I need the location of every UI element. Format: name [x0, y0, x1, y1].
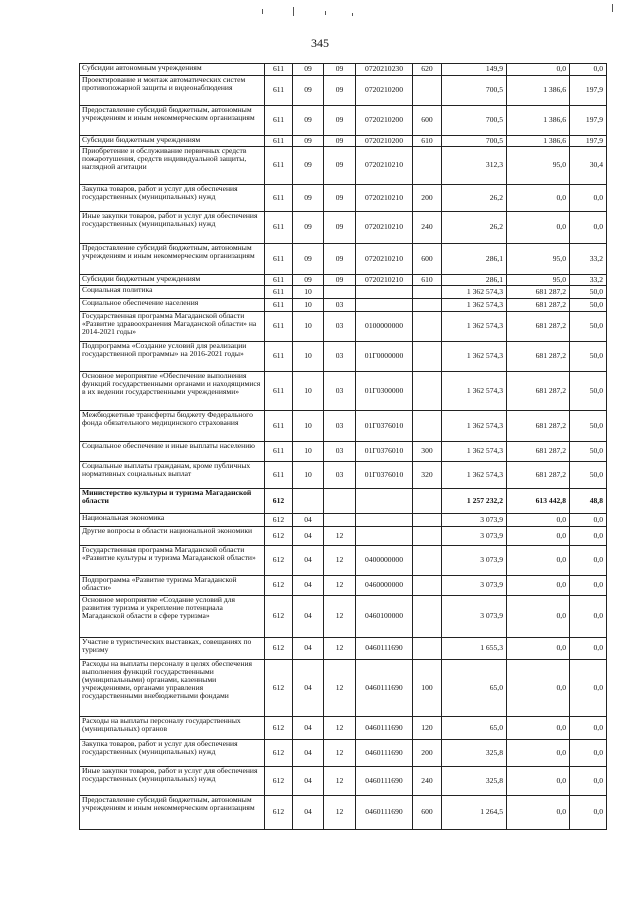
execution-percent-cell: 0,0 — [570, 717, 607, 740]
subsection-code-cell: 09 — [324, 76, 356, 106]
amount-planned-cell: 3 073,9 — [442, 546, 507, 576]
table-row — [80, 212, 607, 244]
subsection-code-cell: 12 — [324, 638, 356, 660]
subsection-code-cell: 12 — [324, 546, 356, 576]
expense-type-cell — [413, 286, 442, 299]
scan-mark — [293, 7, 294, 16]
amount-planned-cell: 1 362 574,3 — [442, 286, 507, 299]
expense-type-cell: 600 — [413, 106, 442, 136]
expense-type-cell — [413, 527, 442, 546]
section-code-cell: 04 — [293, 527, 324, 546]
expense-type-cell — [413, 596, 442, 638]
execution-percent-cell: 33,2 — [570, 275, 607, 286]
amount-executed-cell: 0,0 — [507, 767, 570, 796]
amount-executed-cell: 95,0 — [507, 244, 570, 275]
amount-planned-cell: 65,0 — [442, 660, 507, 717]
expense-type-cell — [413, 372, 442, 411]
scan-mark — [325, 11, 326, 15]
table-row — [80, 514, 607, 527]
table-row — [80, 462, 607, 489]
execution-percent-cell: 30,4 — [570, 147, 607, 185]
amount-executed-cell: 0,0 — [507, 64, 570, 76]
amount-planned-cell: 312,3 — [442, 147, 507, 185]
section-code-cell: 09 — [293, 212, 324, 244]
section-code-cell: 04 — [293, 660, 324, 717]
subsection-code-cell: 09 — [324, 212, 356, 244]
target-article-cell: 01Г0376010 — [356, 462, 413, 489]
execution-percent-cell: 0,0 — [570, 796, 607, 830]
amount-planned-cell: 149,9 — [442, 64, 507, 76]
target-article-cell: 0460111690 — [356, 740, 413, 767]
expense-type-cell — [413, 411, 442, 442]
subsection-code-cell: 03 — [324, 442, 356, 462]
target-article-cell — [356, 527, 413, 546]
table-row — [80, 244, 607, 275]
expense-type-cell: 120 — [413, 717, 442, 740]
amount-executed-cell: 0,0 — [507, 212, 570, 244]
target-article-cell: 0460111690 — [356, 660, 413, 717]
amount-executed-cell: 1 386,6 — [507, 76, 570, 106]
subsection-code-cell: 03 — [324, 312, 356, 342]
amount-planned-cell: 1 362 574,3 — [442, 312, 507, 342]
amount-executed-cell: 681 287,2 — [507, 462, 570, 489]
target-article-cell — [356, 514, 413, 527]
section-code-cell: 10 — [293, 299, 324, 312]
ministry-code-cell: 611 — [265, 286, 293, 299]
table-row — [80, 147, 607, 185]
scan-mark — [352, 13, 353, 16]
section-code-cell: 04 — [293, 767, 324, 796]
expense-type-cell — [413, 76, 442, 106]
section-code-cell: 04 — [293, 796, 324, 830]
expense-type-cell — [413, 489, 442, 514]
ministry-code-cell: 612 — [265, 489, 293, 514]
expense-name-cell: Предоставление субсидий бюджетным, автономным учреждениям и иным некоммерческим организациям — [80, 106, 265, 136]
table-row — [80, 767, 607, 796]
section-code-cell: 09 — [293, 275, 324, 286]
ministry-code-cell: 612 — [265, 546, 293, 576]
execution-percent-cell: 50,0 — [570, 286, 607, 299]
ministry-code-cell: 611 — [265, 299, 293, 312]
amount-executed-cell: 0,0 — [507, 638, 570, 660]
amount-executed-cell: 0,0 — [507, 740, 570, 767]
amount-planned-cell: 65,0 — [442, 717, 507, 740]
expense-name-cell: Социальные выплаты гражданам, кроме публичных нормативных социальных выплат — [80, 462, 265, 489]
subsection-code-cell: 09 — [324, 244, 356, 275]
target-article-cell: 01Г0376010 — [356, 411, 413, 442]
target-article-cell: 0720210200 — [356, 136, 413, 147]
ministry-code-cell: 612 — [265, 576, 293, 596]
amount-executed-cell: 681 287,2 — [507, 286, 570, 299]
section-code-cell: 09 — [293, 136, 324, 147]
ministry-code-cell: 612 — [265, 767, 293, 796]
ministry-code-cell: 611 — [265, 136, 293, 147]
target-article-cell: 0460100000 — [356, 596, 413, 638]
target-article-cell: 0720210210 — [356, 147, 413, 185]
amount-executed-cell: 0,0 — [507, 514, 570, 527]
section-code-cell: 09 — [293, 64, 324, 76]
section-code-cell: 04 — [293, 596, 324, 638]
amount-executed-cell: 0,0 — [507, 576, 570, 596]
table-row — [80, 275, 607, 286]
execution-percent-cell: 50,0 — [570, 312, 607, 342]
expense-name-cell: Иные закупки товаров, работ и услуг для обеспечения государственных (муниципальных) нужд — [80, 767, 265, 796]
expense-name-cell: Основное мероприятие «Обеспечение выполнения функций государственными органами и находящимися в их ведении государственными учреждениями» — [80, 372, 265, 411]
subsection-code-cell: 12 — [324, 596, 356, 638]
amount-planned-cell: 1 362 574,3 — [442, 411, 507, 442]
target-article-cell: 0720210210 — [356, 244, 413, 275]
target-article-cell: 01Г0300000 — [356, 372, 413, 411]
section-code-cell: 04 — [293, 546, 324, 576]
amount-executed-cell: 681 287,2 — [507, 442, 570, 462]
ministry-code-cell: 612 — [265, 527, 293, 546]
amount-executed-cell: 681 287,2 — [507, 372, 570, 411]
expense-name-cell: Закупка товаров, работ и услуг для обеспечения государственных (муниципальных) нужд — [80, 185, 265, 212]
expense-name-cell: Министерство культуры и туризма Магаданской области — [80, 489, 265, 514]
execution-percent-cell: 0,0 — [570, 596, 607, 638]
amount-planned-cell: 1 257 232,2 — [442, 489, 507, 514]
amount-planned-cell: 1 362 574,3 — [442, 372, 507, 411]
section-code-cell — [293, 489, 324, 514]
expense-name-cell: Подпрограмма «Создание условий для реализации государственной программы» на 2016-2021 годы» — [80, 342, 265, 372]
expense-type-cell — [413, 514, 442, 527]
ministry-code-cell: 611 — [265, 372, 293, 411]
subsection-code-cell: 03 — [324, 372, 356, 411]
ministry-code-cell: 612 — [265, 638, 293, 660]
target-article-cell: 0720210200 — [356, 76, 413, 106]
subsection-code-cell: 09 — [324, 64, 356, 76]
ministry-code-cell: 612 — [265, 717, 293, 740]
ministry-code-cell: 611 — [265, 244, 293, 275]
expense-type-cell: 200 — [413, 740, 442, 767]
subsection-code-cell: 12 — [324, 767, 356, 796]
execution-percent-cell: 0,0 — [570, 64, 607, 76]
amount-planned-cell: 1 362 574,3 — [442, 342, 507, 372]
expense-name-cell: Подпрограмма «Развитие туризма Магаданской области» — [80, 576, 265, 596]
ministry-code-cell: 611 — [265, 312, 293, 342]
subsection-code-cell: 09 — [324, 275, 356, 286]
table-row — [80, 596, 607, 638]
execution-percent-cell: 197,9 — [570, 136, 607, 147]
subsection-code-cell: 03 — [324, 411, 356, 442]
execution-percent-cell: 0,0 — [570, 185, 607, 212]
ministry-code-cell: 611 — [265, 106, 293, 136]
execution-percent-cell: 50,0 — [570, 372, 607, 411]
table-row — [80, 299, 607, 312]
subsection-code-cell: 12 — [324, 527, 356, 546]
execution-percent-cell: 50,0 — [570, 299, 607, 312]
target-article-cell — [356, 299, 413, 312]
expense-name-cell: Субсидии бюджетным учреждениям — [80, 136, 265, 147]
table-row — [80, 442, 607, 462]
section-code-cell: 09 — [293, 106, 324, 136]
subsection-code-cell: 12 — [324, 717, 356, 740]
subsection-code-cell: 03 — [324, 342, 356, 372]
subsection-code-cell — [324, 489, 356, 514]
amount-executed-cell: 681 287,2 — [507, 411, 570, 442]
subsection-code-cell: 03 — [324, 462, 356, 489]
expense-name-cell: Проектирование и монтаж автоматических систем противопожарной защиты и видеонаблюдения — [80, 76, 265, 106]
subsection-code-cell: 03 — [324, 299, 356, 312]
amount-planned-cell: 286,1 — [442, 275, 507, 286]
ministry-code-cell: 611 — [265, 185, 293, 212]
section-code-cell: 09 — [293, 147, 324, 185]
target-article-cell — [356, 489, 413, 514]
expense-type-cell — [413, 299, 442, 312]
expense-name-cell: Межбюджетные трансферты бюджету Федерального фонда обязательного медицинского страхования — [80, 411, 265, 442]
amount-executed-cell: 0,0 — [507, 546, 570, 576]
table-row — [80, 740, 607, 767]
amount-planned-cell: 325,8 — [442, 767, 507, 796]
section-code-cell: 10 — [293, 442, 324, 462]
expense-type-cell: 610 — [413, 136, 442, 147]
execution-percent-cell: 0,0 — [570, 212, 607, 244]
ministry-code-cell: 611 — [265, 64, 293, 76]
table-row — [80, 489, 607, 514]
expense-name-cell: Предоставление субсидий бюджетным, автономным учреждениям и иным некоммерческим организациям — [80, 244, 265, 275]
subsection-code-cell: 09 — [324, 136, 356, 147]
amount-planned-cell: 325,8 — [442, 740, 507, 767]
amount-planned-cell: 700,5 — [442, 76, 507, 106]
section-code-cell: 09 — [293, 244, 324, 275]
expense-type-cell: 320 — [413, 462, 442, 489]
table-row — [80, 372, 607, 411]
execution-percent-cell: 50,0 — [570, 462, 607, 489]
expense-type-cell: 600 — [413, 796, 442, 830]
section-code-cell: 10 — [293, 462, 324, 489]
target-article-cell — [356, 286, 413, 299]
subsection-code-cell: 12 — [324, 796, 356, 830]
table-row — [80, 527, 607, 546]
amount-executed-cell: 95,0 — [507, 147, 570, 185]
section-code-cell: 10 — [293, 411, 324, 442]
subsection-code-cell: 09 — [324, 147, 356, 185]
ministry-code-cell: 612 — [265, 740, 293, 767]
amount-planned-cell: 1 362 574,3 — [442, 462, 507, 489]
execution-percent-cell: 0,0 — [570, 660, 607, 717]
execution-percent-cell: 0,0 — [570, 740, 607, 767]
target-article-cell: 0100000000 — [356, 312, 413, 342]
execution-percent-cell: 0,0 — [570, 638, 607, 660]
table-row — [80, 64, 607, 76]
section-code-cell: 09 — [293, 185, 324, 212]
amount-planned-cell: 1 362 574,3 — [442, 442, 507, 462]
section-code-cell: 10 — [293, 312, 324, 342]
expense-name-cell: Иные закупки товаров, работ и услуг для обеспечения государственных (муниципальных) нужд — [80, 212, 265, 244]
expense-type-cell: 300 — [413, 442, 442, 462]
subsection-code-cell: 12 — [324, 576, 356, 596]
ministry-code-cell: 611 — [265, 342, 293, 372]
section-code-cell: 04 — [293, 638, 324, 660]
expense-name-cell: Государственная программа Магаданской области «Развитие здравоохранения Магаданской области» на 2014-2021 годы» — [80, 312, 265, 342]
subsection-code-cell: 09 — [324, 106, 356, 136]
expense-type-cell — [413, 576, 442, 596]
amount-planned-cell: 26,2 — [442, 212, 507, 244]
execution-percent-cell: 50,0 — [570, 442, 607, 462]
section-code-cell: 04 — [293, 717, 324, 740]
table-row — [80, 136, 607, 147]
amount-planned-cell: 3 073,9 — [442, 596, 507, 638]
expense-type-cell: 240 — [413, 767, 442, 796]
execution-percent-cell: 0,0 — [570, 546, 607, 576]
amount-planned-cell: 286,1 — [442, 244, 507, 275]
table-row — [80, 106, 607, 136]
subsection-code-cell: 09 — [324, 185, 356, 212]
ministry-code-cell: 611 — [265, 411, 293, 442]
amount-executed-cell: 95,0 — [507, 275, 570, 286]
expense-type-cell: 620 — [413, 64, 442, 76]
subsection-code-cell: 12 — [324, 740, 356, 767]
expense-type-cell: 200 — [413, 185, 442, 212]
amount-executed-cell: 681 287,2 — [507, 312, 570, 342]
ministry-code-cell: 611 — [265, 212, 293, 244]
amount-executed-cell: 1 386,6 — [507, 106, 570, 136]
execution-percent-cell: 33,2 — [570, 244, 607, 275]
table-row — [80, 796, 607, 830]
budget-table — [79, 63, 607, 830]
ministry-code-cell: 611 — [265, 76, 293, 106]
expense-type-cell — [413, 638, 442, 660]
expense-name-cell: Субсидии автономным учреждениям — [80, 64, 265, 76]
target-article-cell: 0460111690 — [356, 796, 413, 830]
execution-percent-cell: 197,9 — [570, 76, 607, 106]
table-row — [80, 660, 607, 717]
table-row — [80, 76, 607, 106]
target-article-cell: 0720210210 — [356, 185, 413, 212]
execution-percent-cell: 197,9 — [570, 106, 607, 136]
expense-name-cell: Социальное обеспечение населения — [80, 299, 265, 312]
amount-executed-cell: 0,0 — [507, 717, 570, 740]
amount-planned-cell: 700,5 — [442, 136, 507, 147]
target-article-cell: 01Г0376010 — [356, 442, 413, 462]
expense-name-cell: Основное мероприятие «Создание условий для развития туризма и укрепление потенциала Магаданской области в сфере туризма» — [80, 596, 265, 638]
expense-name-cell: Расходы на выплаты персоналу государственных (муниципальных) органов — [80, 717, 265, 740]
table-row — [80, 638, 607, 660]
expense-name-cell: Субсидии бюджетным учреждениям — [80, 275, 265, 286]
expense-name-cell: Приобретение и обслуживание первичных средств пожаротушения, средств индивидуальной защиты, наглядной агитации — [80, 147, 265, 185]
ministry-code-cell: 612 — [265, 796, 293, 830]
amount-planned-cell: 26,2 — [442, 185, 507, 212]
execution-percent-cell: 0,0 — [570, 767, 607, 796]
expense-type-cell: 240 — [413, 212, 442, 244]
expense-name-cell: Предоставление субсидий бюджетным, автономным учреждениям и иным некоммерческим организациям — [80, 796, 265, 830]
expense-name-cell: Закупка товаров, работ и услуг для обеспечения государственных (муниципальных) нужд — [80, 740, 265, 767]
amount-executed-cell: 0,0 — [507, 596, 570, 638]
target-article-cell: 0400000000 — [356, 546, 413, 576]
section-code-cell: 04 — [293, 576, 324, 596]
scan-mark — [612, 4, 613, 12]
amount-executed-cell: 613 442,8 — [507, 489, 570, 514]
amount-planned-cell: 3 073,9 — [442, 527, 507, 546]
expense-type-cell — [413, 147, 442, 185]
expense-type-cell — [413, 342, 442, 372]
execution-percent-cell: 50,0 — [570, 342, 607, 372]
scan-mark — [262, 9, 263, 14]
amount-executed-cell: 681 287,2 — [507, 299, 570, 312]
amount-executed-cell: 0,0 — [507, 660, 570, 717]
target-article-cell: 01Г0000000 — [356, 342, 413, 372]
execution-percent-cell: 0,0 — [570, 527, 607, 546]
table-row — [80, 312, 607, 342]
execution-percent-cell: 0,0 — [570, 514, 607, 527]
table-row — [80, 546, 607, 576]
subsection-code-cell — [324, 514, 356, 527]
expense-name-cell: Социальная политика — [80, 286, 265, 299]
section-code-cell: 04 — [293, 514, 324, 527]
amount-planned-cell: 1 655,3 — [442, 638, 507, 660]
amount-planned-cell: 3 073,9 — [442, 514, 507, 527]
table-row — [80, 717, 607, 740]
target-article-cell: 0460111690 — [356, 767, 413, 796]
expense-name-cell: Национальная экономика — [80, 514, 265, 527]
expense-type-cell — [413, 546, 442, 576]
ministry-code-cell: 611 — [265, 147, 293, 185]
execution-percent-cell: 0,0 — [570, 576, 607, 596]
expense-name-cell: Участие в туристических выставках, совещаниях по туризму — [80, 638, 265, 660]
amount-executed-cell: 0,0 — [507, 527, 570, 546]
ministry-code-cell: 612 — [265, 514, 293, 527]
amount-planned-cell: 3 073,9 — [442, 576, 507, 596]
amount-executed-cell: 681 287,2 — [507, 342, 570, 372]
target-article-cell: 0460111690 — [356, 717, 413, 740]
amount-planned-cell: 1 264,5 — [442, 796, 507, 830]
subsection-code-cell: 12 — [324, 660, 356, 717]
expense-type-cell: 600 — [413, 244, 442, 275]
page-number: 345 — [311, 36, 329, 50]
ministry-code-cell: 611 — [265, 275, 293, 286]
section-code-cell: 10 — [293, 342, 324, 372]
section-code-cell: 10 — [293, 286, 324, 299]
target-article-cell: 0720210230 — [356, 64, 413, 76]
section-code-cell: 09 — [293, 76, 324, 106]
amount-executed-cell: 0,0 — [507, 796, 570, 830]
ministry-code-cell: 612 — [265, 660, 293, 717]
section-code-cell: 10 — [293, 372, 324, 411]
subsection-code-cell — [324, 286, 356, 299]
target-article-cell: 0460111690 — [356, 638, 413, 660]
budget-table-body — [80, 64, 607, 830]
target-article-cell: 0720210210 — [356, 275, 413, 286]
table-row — [80, 185, 607, 212]
amount-planned-cell: 1 362 574,3 — [442, 299, 507, 312]
execution-percent-cell: 50,0 — [570, 411, 607, 442]
expense-name-cell: Государственная программа Магаданской области «Развитие культуры и туризма Магаданской области» — [80, 546, 265, 576]
amount-executed-cell: 0,0 — [507, 185, 570, 212]
table-row — [80, 576, 607, 596]
ministry-code-cell: 611 — [265, 442, 293, 462]
expense-name-cell: Другие вопросы в области национальной экономики — [80, 527, 265, 546]
ministry-code-cell: 611 — [265, 462, 293, 489]
expense-type-cell: 100 — [413, 660, 442, 717]
amount-executed-cell: 1 386,6 — [507, 136, 570, 147]
table-row — [80, 286, 607, 299]
table-row — [80, 342, 607, 372]
expense-name-cell: Социальное обеспечение и иные выплаты населению — [80, 442, 265, 462]
target-article-cell: 0720210200 — [356, 106, 413, 136]
amount-planned-cell: 700,5 — [442, 106, 507, 136]
section-code-cell: 04 — [293, 740, 324, 767]
target-article-cell: 0720210210 — [356, 212, 413, 244]
expense-type-cell: 610 — [413, 275, 442, 286]
expense-type-cell — [413, 312, 442, 342]
target-article-cell: 0460000000 — [356, 576, 413, 596]
execution-percent-cell: 48,8 — [570, 489, 607, 514]
ministry-code-cell: 612 — [265, 596, 293, 638]
table-row — [80, 411, 607, 442]
expense-name-cell: Расходы на выплаты персоналу в целях обеспечения выполнения функций государственными (муниципальными) органами, казенными учреждениями, органами управления государственными внебюджетными фондами — [80, 660, 265, 717]
